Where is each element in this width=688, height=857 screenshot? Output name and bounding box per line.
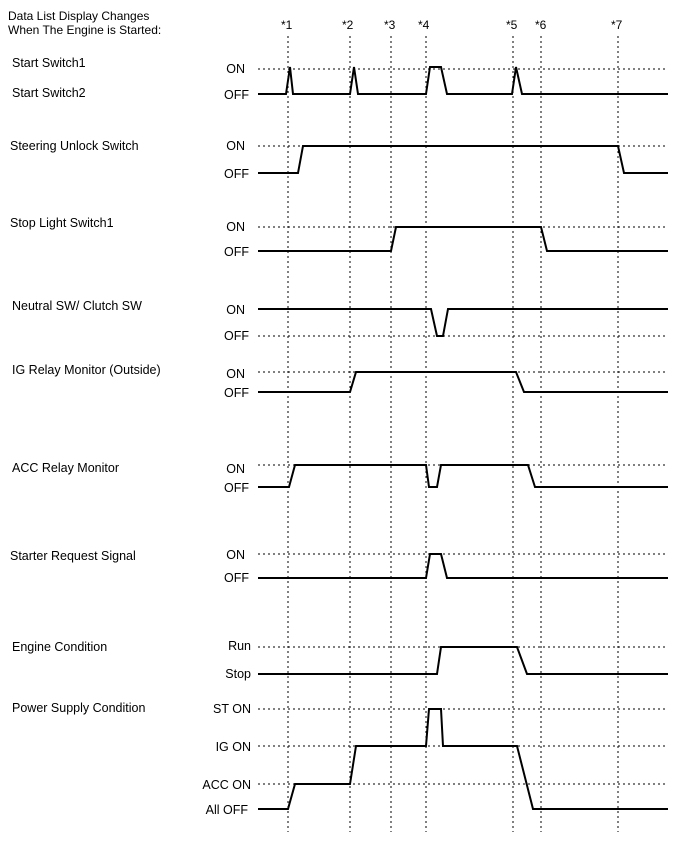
event-marker-3: *3 xyxy=(384,18,396,32)
level-label-acc-on: ACC ON xyxy=(202,778,251,792)
waveform-steering-unlock-switch xyxy=(258,146,668,173)
level-label-off: OFF xyxy=(224,88,249,102)
signal-label-ig-relay-monitor: IG Relay Monitor (Outside) xyxy=(12,363,161,377)
header-line2: When The Engine is Started: xyxy=(8,23,162,37)
level-reference-lines xyxy=(258,69,668,784)
level-label-off: OFF xyxy=(224,571,249,585)
event-lines xyxy=(288,36,618,832)
level-label-off: OFF xyxy=(224,386,249,400)
signal-label-power-supply-condition: Power Supply Condition xyxy=(12,701,146,715)
level-label-ig-on: IG ON xyxy=(215,740,251,754)
waveform-starter-request-signal xyxy=(258,554,668,578)
level-label-run: Run xyxy=(228,639,251,653)
level-label-on: ON xyxy=(226,62,245,76)
signal-label-engine-condition: Engine Condition xyxy=(12,640,108,654)
level-label-off: OFF xyxy=(224,167,249,181)
level-label-on: ON xyxy=(226,367,245,381)
waveform-stop-light-switch1 xyxy=(258,227,668,251)
level-label-stop: Stop xyxy=(225,667,251,681)
waveform-acc-relay-monitor xyxy=(258,465,668,487)
level-label-on: ON xyxy=(226,548,245,562)
event-marker-6: *6 xyxy=(535,18,547,32)
waveform-neutral-clutch-sw xyxy=(258,309,668,336)
waveforms xyxy=(258,67,668,809)
event-marker-4: *4 xyxy=(418,18,430,32)
level-label-on: ON xyxy=(226,139,245,153)
level-label-off: OFF xyxy=(224,245,249,259)
level-label-off: OFF xyxy=(224,329,249,343)
signal-label-start-switch1: Start Switch1 xyxy=(12,56,86,70)
waveform-ig-relay-monitor xyxy=(258,372,668,392)
level-label-off: OFF xyxy=(224,481,249,495)
event-marker-7: *7 xyxy=(611,18,623,32)
signal-label-steering-unlock-switch: Steering Unlock Switch xyxy=(10,139,139,153)
signal-label-neutral-clutch-sw: Neutral SW/ Clutch SW xyxy=(12,299,142,313)
waveform-start-switch xyxy=(258,67,668,94)
level-label-on: ON xyxy=(226,220,245,234)
waveform-engine-condition xyxy=(258,647,668,674)
signal-label-acc-relay-monitor: ACC Relay Monitor xyxy=(12,461,119,475)
event-marker-1: *1 xyxy=(281,18,293,32)
level-label-on: ON xyxy=(226,303,245,317)
level-label-st-on: ST ON xyxy=(213,702,251,716)
level-label-all-off: All OFF xyxy=(205,803,248,817)
level-label-on: ON xyxy=(226,462,245,476)
level-labels xyxy=(202,62,251,817)
signal-label-start-switch2: Start Switch2 xyxy=(12,86,86,100)
waveform-power-supply-condition xyxy=(258,709,668,809)
signal-label-stop-light-switch1: Stop Light Switch1 xyxy=(10,216,114,230)
header-line1: Data List Display Changes xyxy=(8,9,150,23)
event-marker-2: *2 xyxy=(342,18,354,32)
event-marker-5: *5 xyxy=(506,18,518,32)
signal-label-starter-request-signal: Starter Request Signal xyxy=(10,549,136,563)
